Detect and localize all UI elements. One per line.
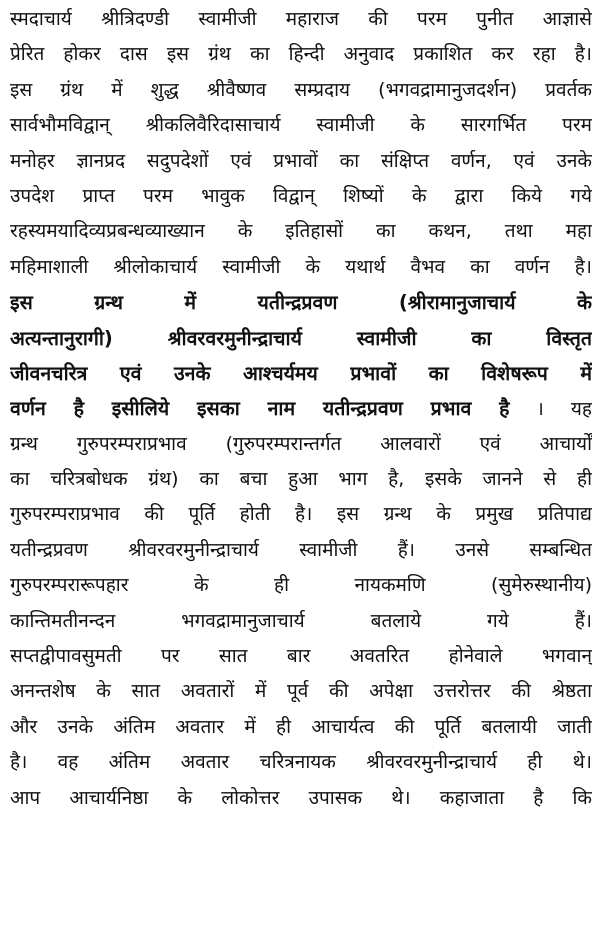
text-line-21: और उनके अंतिम अवतार में ही आचार्यत्व की पूर्ति बतलायी जाती: [10, 715, 592, 738]
text-line-16: यतीन्द्रप्रवण श्रीवरवरमुनीन्द्राचार्य स्वामीजी हैं। उनसे सम्बन्धित: [10, 538, 592, 561]
text-line-23: आप आचार्यनिष्ठा के लोकोत्तर उपासक थे। कहाजाता है कि: [10, 786, 592, 809]
text-line-15: गुरुपरम्पराप्रभाव की पूर्ति होती है। इस ग्रन्थ के प्रमुख प्रतिपाद्य: [10, 503, 592, 526]
text-line-10: अत्यन्तानुरागी) श्रीवरवरमुनीन्द्राचार्य स्वामीजी का विस्तृत: [10, 326, 592, 350]
text-line-2: प्रेरित होकर दास इस ग्रंथ का हिन्दी अनुवाद प्रकाशित कर रहा है।: [10, 43, 592, 66]
text-line-13: ग्रन्थ गुरुपरम्पराप्रभाव (गुरुपरम्परान्तर्गत आलवारों एवं आचार्यों: [10, 432, 592, 455]
text-line-1: स्मदाचार्य श्रीत्रिदण्डी स्वामीजी महाराज की परम पुनीत आज्ञासे: [10, 8, 592, 30]
text-line-12-normal: । यह: [536, 398, 592, 421]
text-line-22: है। वह अंतिम अवतार चरित्रनायक श्रीवरवरमुनीन्द्राचार्य ही थे।: [10, 751, 592, 774]
text-line-14: का चरित्रबोधक ग्रंथ) का बचा हुआ भाग है, इसके जानने से ही: [10, 468, 592, 491]
text-line-7: रहस्यमयादिव्यप्रबन्धव्याख्यान के इतिहासों का कथन, तथा महा: [10, 220, 592, 243]
text-line-17: गुरुपरम्परारूपहार के ही नायकमणि (सुमेरुस्थानीय): [10, 574, 592, 597]
text-line-12: [10, 391, 592, 426]
text-line-3: इस ग्रंथ में शुद्ध श्रीवैष्णव सम्प्रदाय (भगवद्रामानुजदर्शन) प्रवर्तक: [10, 78, 592, 101]
text-line-9: इस ग्रन्थ में यतीन्द्रप्रवण (श्रीरामानुजाचार्य के: [10, 291, 592, 315]
text-line-4: सार्वभौमविद्वान् श्रीकलिवैरिदासाचार्य स्वामीजी के सारगर्भित परम: [10, 114, 592, 137]
text-line-19: सप्तद्वीपावसुमती पर सात बार अवतरित होनेवाले भगवान्: [10, 645, 592, 668]
text-line-11: जीवनचरित्र एवं उनके आश्चर्यमय प्रभावों का विशेषरूप में: [10, 361, 592, 385]
text-line-8: महिमाशाली श्रीलोकाचार्य स्वामीजी के यथार्थ वैभव का वर्णन है।: [10, 255, 592, 278]
text-line-20: अनन्तशेष के सात अवतारों में पूर्व की अपेक्षा उत्तरोत्तर की श्रेष्ठता: [10, 680, 592, 703]
text-line-12-bold: वर्णन है इसीलिये इसका नाम यतीन्द्रप्रवण प्रभाव है: [10, 397, 510, 421]
text-line-18: कान्तिमतीनन्दन भगवद्रामानुजाचार्य बतलाये गये हैं।: [10, 609, 592, 632]
text-line-5: मनोहर ज्ञानप्रद सदुपदेशों एवं प्रभावों का संक्षिप्त वर्णन, एवं उनके: [10, 149, 592, 172]
text-line-6: उपदेश प्राप्त परम भावुक विद्वान् शिष्यों के द्वारा किये गये: [10, 184, 592, 207]
